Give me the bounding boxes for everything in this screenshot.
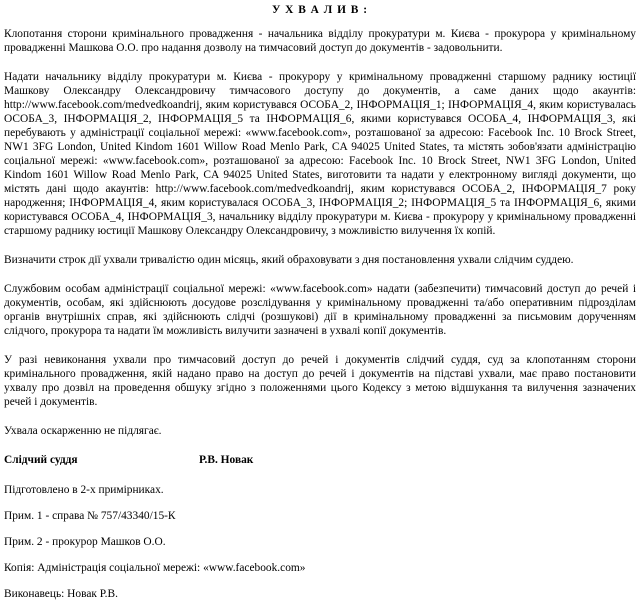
resolution-heading: У Х В А Л И В : — [271, 4, 369, 16]
footer-copy-2: Прим. 2 - прокурор Машков О.О. — [4, 536, 166, 548]
paragraph-term: Визначити строк дії ухвали тривалістю один місяць, який обраховувати з дня постановлення ухвали слідчим суддею. — [4, 254, 574, 266]
footer-executor: Виконавець: Новак Р.В. — [4, 588, 118, 600]
footer-copy-1: Прим. 1 - справа № 757/43340/15-К — [4, 510, 176, 522]
paragraph-officials-obligation: Службовим особам адміністрації соціальної мережі: «www.facebook.com» надати (забезпечити) тимчасовий доступ до речей і документів, особам, які здійснюють досудове розслідування у кримінальному провадженні та/або оперативним підрозділам органів внутрішніх справ, які здійснюють слідчі (розшукові) дії в кримінальному провадженні за письмовим дорученням слідчого, прокурора та надати їм можливість вилучити зазначені в ухвалі копії документів. — [4, 283, 636, 337]
signature-name: Р.В. Новак — [199, 454, 254, 466]
paragraph-access-details: Надати начальнику відділу прокуратури м. Києва - прокурору у кримінальному провадженні старшому раднику юстиції Машкову Олександру Олександровичу тимчасового доступу до документів, а саме даних щодо акаунтів: http://www.facebook.com/medvedkoandrij, яким користувався ОСОБА_2, ІНФОРМАЦІЯ_1; ІНФОРМАЦІЯ_4, яким користувалась ОСОБА_3, ІНФОРМАЦІЯ_2, ІНФОРМАЦІЯ_5 та ІНФОРМАЦІЯ_6, якими користувався ОСОБА_4, ІНФОРМАЦІЯ_3, які перебувають у адміністрації соціальної мережі: «www.facebook.com», розташованої за адресою: Facebook Inc. 10 Brock Street, NW1 3FG London, United Kindom 1601 Willow Road Menlo Park, CA 94025 United States, та містять зобов'язати адміністрацію соціальної мережі: «www.facebook.com», розташованої за адресою: Facebook Inc. 10 Brock Street, NW1 3FG London, United Kindom 1601 Willow Road Menlo Park, CA 94025 United States, виготовити та надати у електронному вигляді документи, що містять дані щодо акаунтів: http://www.facebook.com/medvedkoandrij, яким користувався ОСОБА_2, ІНФОРМАЦІЯ_7 року народження; ІНФОРМАЦІЯ_4, яким користувалася ОСОБА_3, ІНФОРМАЦІЯ_2; ІНФОРМАЦІЯ_5 та ІНФОРМАЦІЯ_6, якими користувався ОСОБА_4, ІНФОРМАЦІЯ_3, начальнику відділу прокуратури м. Києва - прокурору у кримінальному провадженні старшому раднику юстиції Машкову Олександру Олександровичу, з можливістю вилучення їх копій. — [4, 71, 636, 237]
signature-row — [4, 453, 636, 467]
paragraph-grant-motion: Клопотання сторони кримінального провадження - начальника відділу прокуратури м. Києва - прокурора у кримінальному провадженні Машкова О.О. про надання дозволу на тимчасовий доступ до документів - задовольнити. — [4, 28, 636, 54]
footer-copy-recipient: Копія: Адміністрація соціальної мережі: «www.facebook.com» — [4, 562, 306, 574]
signature-role: Слідчий суддя — [4, 454, 78, 466]
footer-copies-note: Підготовлено в 2-х примірниках. — [4, 484, 164, 496]
paragraph-non-compliance: У разі невиконання ухвали про тимчасовий доступ до речей і документів слідчий суддя, суд за клопотанням сторони кримінального провадження, якій надано право на доступ до речей і документів на підставі ухвали, має право постановити ухвалу про дозвіл на проведення обшуку згідно з положеннями цього Кодексу з метою відшукання та вилучення зазначених речей і документів. — [4, 354, 636, 408]
paragraph-no-appeal: Ухвала оскарженню не підлягає. — [4, 425, 162, 437]
